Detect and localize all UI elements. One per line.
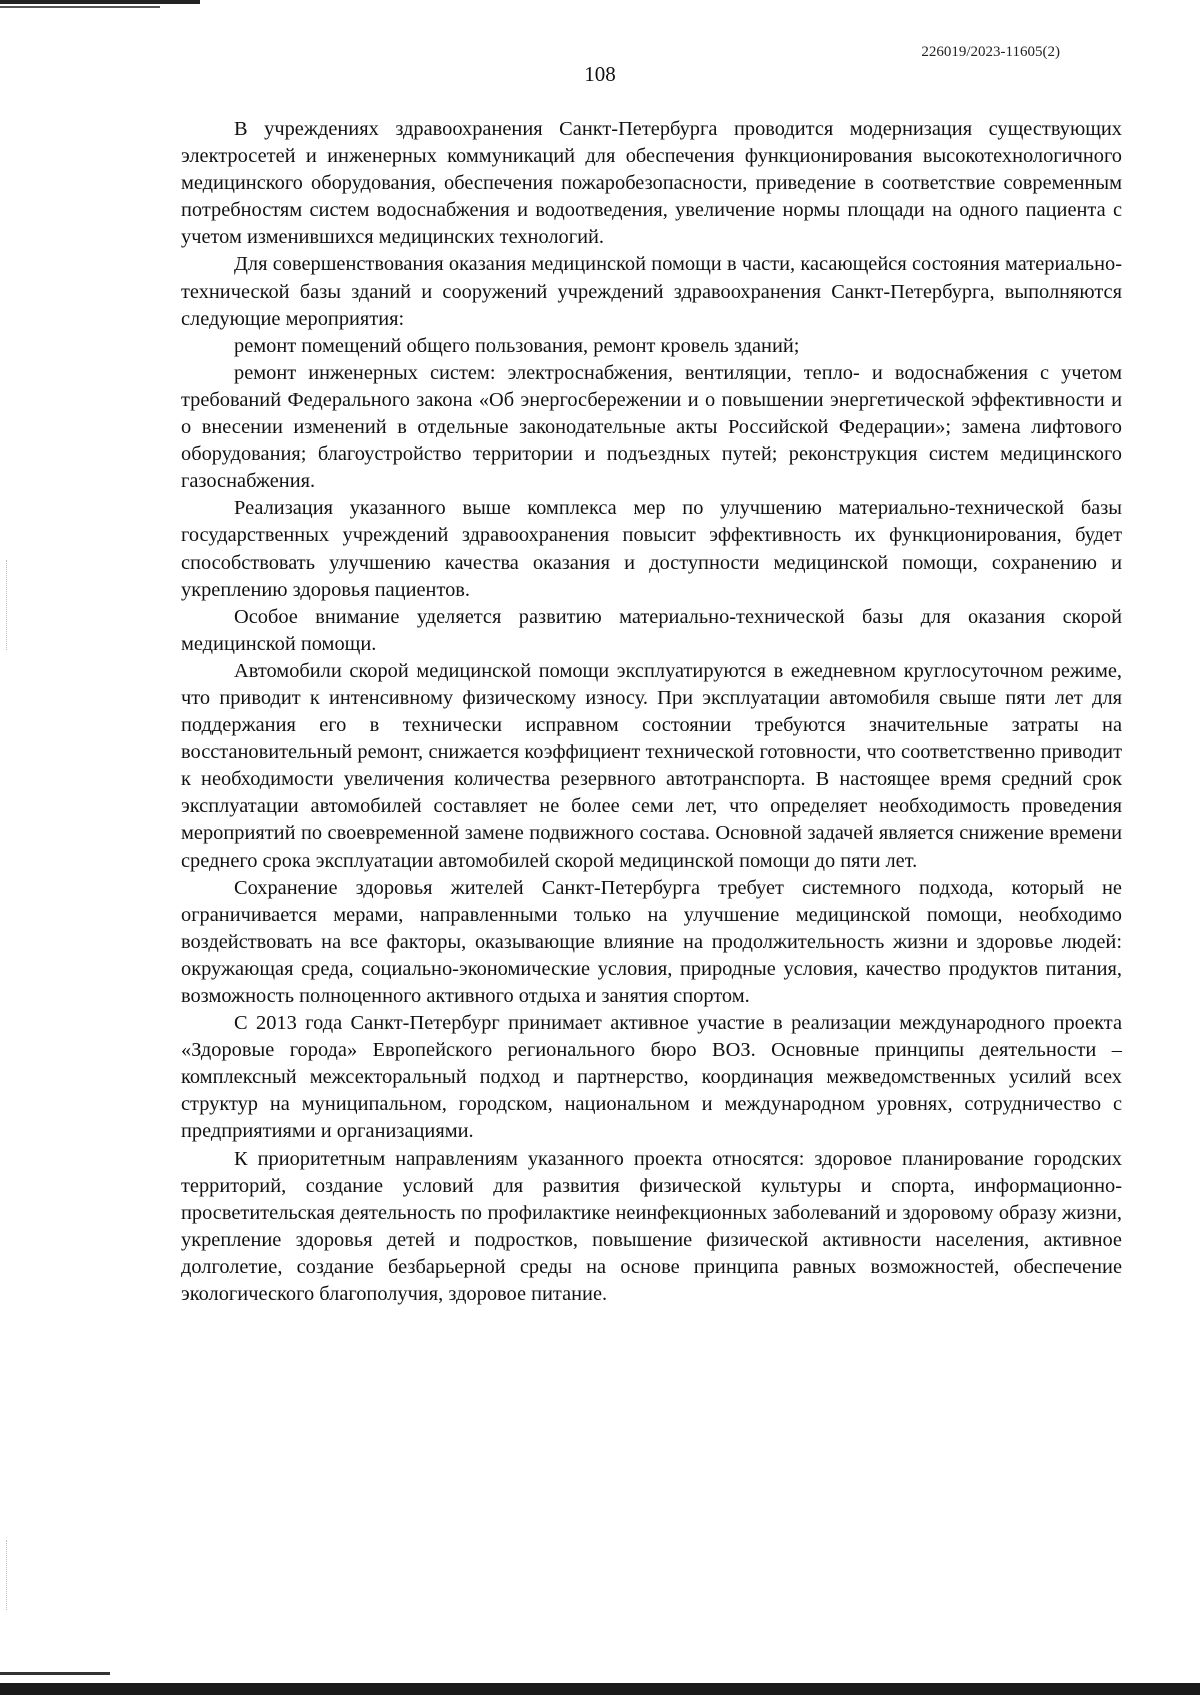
scan-margin-dots-lower xyxy=(6,1540,9,1610)
paragraph: ремонт помещений общего пользования, ремонт кровель зданий; xyxy=(234,334,800,357)
paragraph: Реализация указанного выше комплекса мер по улучшению материально-технической базы государственных учреждений здравоохранения повысит эффективность их функционирования, будет способствовать улучшению качества оказания и доступности медицинской помощи, сохранению и укреплению здоровья пациентов. xyxy=(181,497,1122,601)
paragraph: С 2013 года Санкт-Петербург принимает активное участие в реализации международного проекта «Здоровые города» Европейского регионального бюро ВОЗ. Основные принципы деятельности – комплексный межсекторальный подход и партнерство, координация межведомственных усилий всех структур на муниципальном, городском, национальном и международном уровнях, сотрудничество с предприятиями и организациями. xyxy=(181,1012,1122,1143)
paragraph: В учреждениях здравоохранения Санкт-Петербурга проводится модернизация существующих электросетей и инженерных коммуникаций для обеспечения функционирования высокотехнологичного медицинского оборудования, обеспечения пожаробезопасности, приведение в соответствие современным потребностям систем водоснабжения и водоотведения, увеличение нормы площади на одного пациента с учетом изменившихся медицинских технологий. xyxy=(181,118,1122,249)
page-number: 108 xyxy=(584,62,616,86)
paragraph: Сохранение здоровья жителей Санкт-Петербурга требует системного подхода, который не ограничивается мерами, направленными только на улучшение медицинской помощи, необходимо воздействовать на все факторы, оказывающие влияние на продолжительность жизни и здоровье людей: окружающая среда, социально-экономические условия, природные условия, качество продуктов питания, возможность полноценного активного отдыха и занятия спортом. xyxy=(181,876,1122,1007)
scan-edge-mark-top-secondary xyxy=(0,6,160,8)
paragraph: К приоритетным направлениям указанного проекта относятся: здоровое планирование городских территорий, создание условий для развития физической культуры и спорта, информационно-просветительская деятельность по профилактике неинфекционных заболеваний и здоровому образу жизни, укрепление здоровья детей и подростков, повышение физической активности населения, активное долголетие, создание безбарьерной среды на основе принципа равных возможностей, обеспечение экологического благополучия, здоровое питание. xyxy=(181,1147,1122,1306)
scan-edge-mark-bottom-left xyxy=(0,1672,110,1675)
document-number: 226019/2023-11605(2) xyxy=(921,44,1060,60)
paragraph: Для совершенствования оказания медицинской помощи в части, касающейся состояния материально-технической базы зданий и сооружений учреждений здравоохранения Санкт-Петербурга, выполняются следующие мероприятия: xyxy=(181,253,1122,330)
scan-edge-bar-bottom xyxy=(0,1680,1200,1695)
scan-edge-mark-top xyxy=(0,0,200,4)
paragraph: ремонт инженерных систем: электроснабжения, вентиляции, тепло- и водоснабжения с учетом требований Федерального закона «Об энергосбережении и о повышении энергетической эффективности и о внесении изменений в отдельные законодательные акты Российской Федерации»; замена лифтового оборудования; благоустройство территории и подъездных путей; реконструкция систем медицинского газоснабжения. xyxy=(181,361,1122,493)
paragraph: Особое внимание уделяется развитию материально-технической базы для оказания скорой медицинской помощи. xyxy=(181,605,1122,655)
paragraph: Автомобили скорой медицинской помощи эксплуатируются в ежедневном круглосуточном режиме, что приводит к интенсивному физическому износу. При эксплуатации автомобиля свыше пяти лет для поддержания его в технически исправном состоянии требуются значительные затраты на восстановительный ремонт, снижается коэффициент технической готовности, что соответственно приводит к необходимости увеличения количества резервного автотранспорта. В настоящее время средний срок эксплуатации автомобилей составляет не более семи лет, что определяет необходимость проведения мероприятий по своевременной замене подвижного состава. Основной задачей является снижение времени среднего срока эксплуатации автомобилей скорой медицинской помощи до пяти лет. xyxy=(181,659,1122,872)
document-body xyxy=(181,116,1122,1308)
scan-margin-dots-upper xyxy=(6,560,9,650)
